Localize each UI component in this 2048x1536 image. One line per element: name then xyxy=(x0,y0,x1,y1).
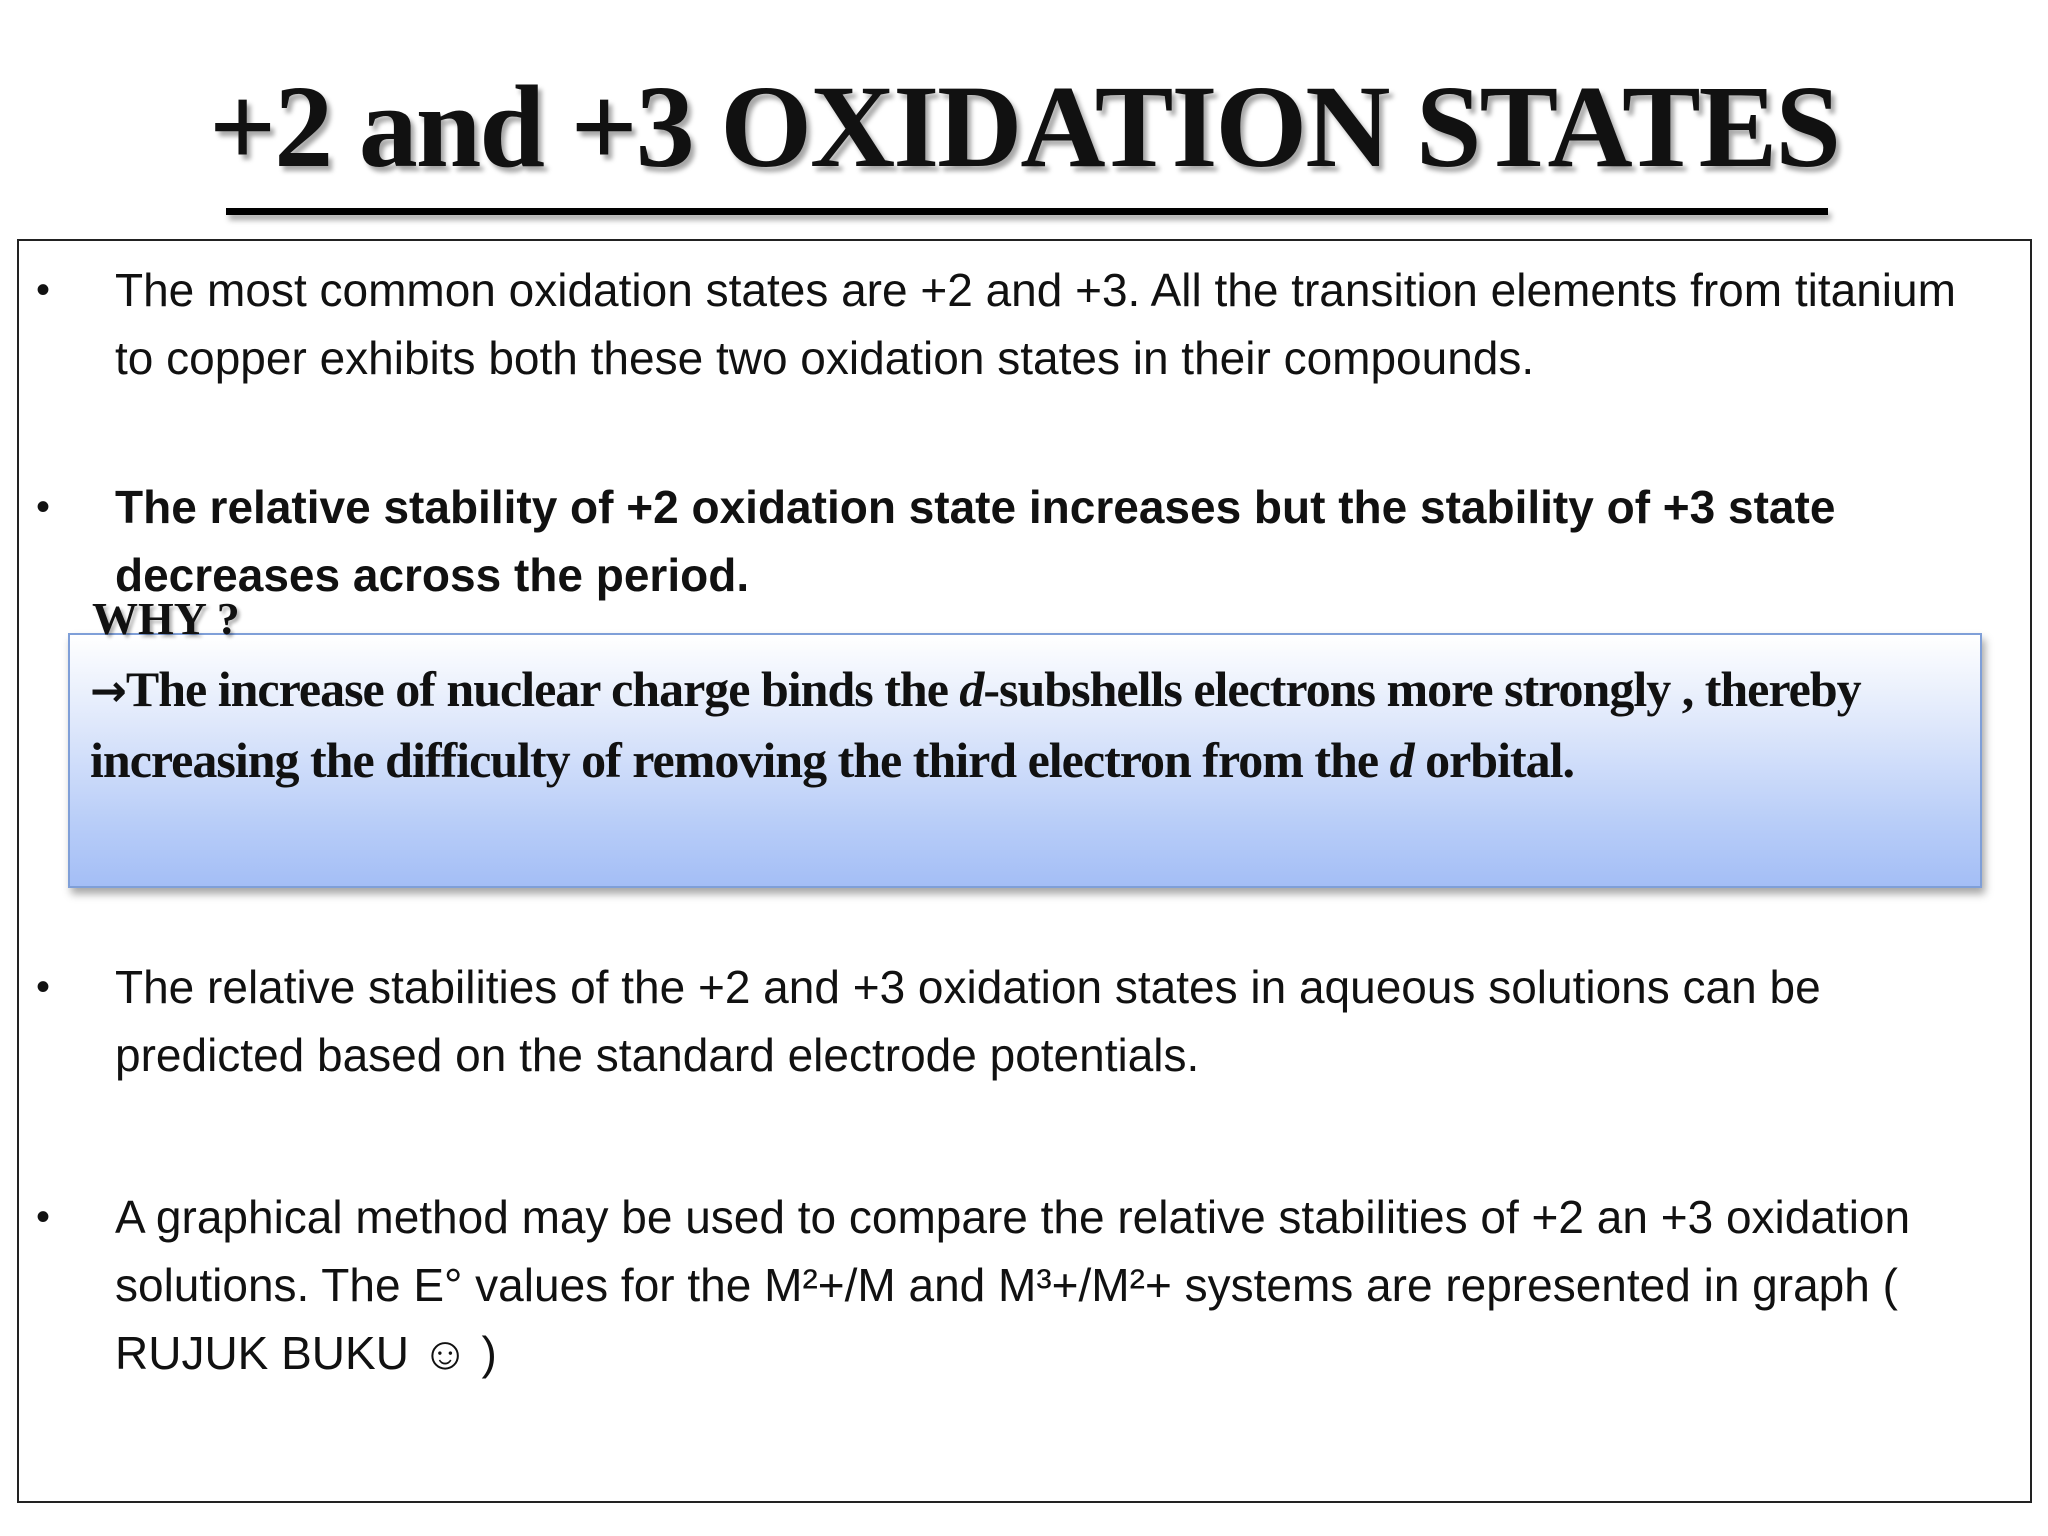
why-text-part-2: -subshells electrons more strongly , thereby increasing the difficulty of removing the third electron from the xyxy=(90,661,1861,788)
bullet-marker: • xyxy=(36,965,51,1009)
bullet-text: The most common oxidation states are +2 and +3. All the transition elements from titanium to copper exhibits both these two oxidation states in their compounds. xyxy=(115,264,1956,384)
bullet-text: A graphical method may be used to compare the relative stabilities of +2 an +3 oxidation solutions. The E° values for the M²+/M and M³+/M²+ systems are represented in graph ( RUJUK BUKU ☺ ) xyxy=(115,1191,1911,1379)
why-text-part-1: The increase of nuclear charge binds the xyxy=(125,661,960,717)
bullet-text: The relative stability of +2 oxidation state increases but the stability of +3 state decreases across the period. xyxy=(115,481,1836,601)
bullet-marker: • xyxy=(36,268,51,312)
why-text-italic-d-2: d xyxy=(1389,732,1414,788)
bullet-text: The relative stabilities of the +2 and +3 oxidation states in aqueous solutions can be predicted based on the standard electrode potentials. xyxy=(115,961,1821,1081)
title-underline xyxy=(226,208,1828,215)
why-explanation-box xyxy=(68,633,1982,888)
why-text-italic-d-1: d xyxy=(959,661,984,717)
why-text-part-3: orbital. xyxy=(1413,732,1574,788)
slide-title: +2 and +3 OXIDATION STATES xyxy=(208,61,1840,192)
why-explanation-text xyxy=(90,655,1970,794)
arrow-right-icon: → xyxy=(90,666,126,717)
bullet-marker: • xyxy=(36,485,51,529)
why-label: WHY ? xyxy=(92,593,240,644)
bullet-marker: • xyxy=(36,1195,51,1239)
